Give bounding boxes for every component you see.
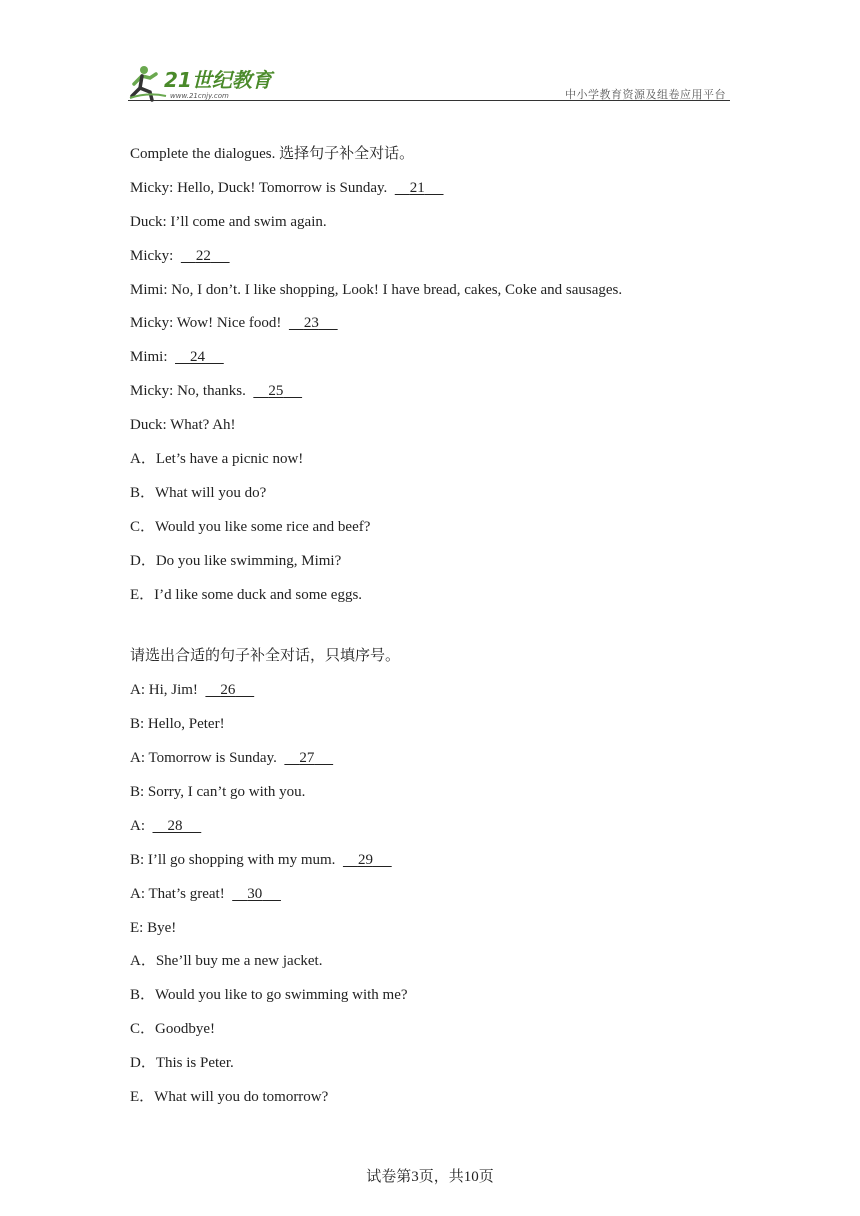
dialogue-text: Micky: Wow! Nice food! — [130, 315, 289, 332]
dialogue-line — [130, 918, 750, 938]
dialogue-line — [130, 280, 750, 300]
answer-option: A．Let’s have a picnic now! — [130, 451, 304, 468]
blank-number: 29 — [357, 851, 373, 868]
dialogue-line — [130, 714, 750, 734]
dialogue-text: E: Bye! — [130, 919, 177, 936]
dialogue-line — [130, 748, 750, 768]
dialogue-line — [130, 381, 750, 401]
answer-option: D．Do you like swimming, Mimi? — [130, 552, 342, 569]
answer-option: E．What will you do tomorrow? — [130, 1089, 329, 1106]
dialogue-text: B: I’ll go shopping with my mum. — [130, 851, 343, 868]
dialogue-line — [130, 816, 750, 836]
dialogue-line — [130, 884, 750, 904]
dialogue-text: A: — [130, 817, 153, 834]
blank-number: 26 — [220, 682, 236, 699]
dialogue-text: Micky: Hello, Duck! Tomorrow is Sunday. — [130, 179, 395, 196]
answer-option: C．Would you like some rice and beef? — [130, 518, 371, 535]
svg-text:21世纪教育: 21世纪教育 — [164, 68, 272, 92]
dialogue-line — [130, 347, 750, 367]
section1-dialogue — [130, 178, 750, 435]
answer-blank[interactable] — [153, 816, 202, 836]
answer-blank[interactable] — [232, 884, 281, 904]
answer-blank[interactable] — [205, 680, 254, 700]
section-gap — [130, 618, 750, 646]
answer-blank[interactable] — [181, 246, 230, 266]
answer-blank[interactable] — [253, 381, 302, 401]
blank-number: 27 — [299, 750, 315, 767]
section2-options — [130, 951, 750, 1107]
answer-option: A．She’ll buy me a new jacket. — [130, 953, 323, 970]
answer-option: B．What will you do? — [130, 484, 267, 501]
dialogue-line — [130, 782, 750, 802]
answer-blank[interactable] — [284, 748, 333, 768]
dialogue-line — [130, 212, 750, 232]
blank-number: 22 — [195, 247, 211, 264]
page-content — [130, 144, 750, 1121]
page-number: 试卷第3页，共10页 — [366, 1169, 494, 1185]
logo-icon — [128, 62, 298, 102]
blank-number: 21 — [409, 179, 425, 196]
dialogue-text: B: Sorry, I can’t go with you. — [130, 784, 306, 801]
dialogue-text: Duck: What? Ah! — [130, 417, 236, 434]
answer-blank[interactable] — [175, 347, 224, 367]
dialogue-text: Duck: I’ll come and swim again. — [130, 213, 327, 230]
answer-option: E．I’d like some duck and some eggs. — [130, 586, 363, 603]
dialogue-line — [130, 246, 750, 266]
dialogue-text: Micky: No, thanks. — [130, 383, 254, 400]
answer-blank[interactable] — [343, 850, 392, 870]
header-divider — [128, 100, 730, 101]
dialogue-text: A: That’s great! — [130, 885, 233, 902]
dialogue-text: Micky: — [130, 247, 181, 264]
blank-number: 24 — [190, 349, 206, 366]
answer-blank[interactable] — [395, 178, 444, 198]
section1-instruction: Complete the dialogues. 选择句子补全对话。 — [130, 146, 415, 162]
section2-instruction: 请选出合适的句子补全对话，只填序号。 — [130, 648, 401, 665]
logo — [128, 62, 298, 102]
answer-option: D．This is Peter. — [130, 1055, 234, 1072]
blank-number: 25 — [268, 383, 284, 400]
dialogue-text: B: Hello, Peter! — [130, 716, 225, 733]
blank-number: 30 — [247, 885, 263, 902]
answer-option: B．Would you like to go swimming with me? — [130, 987, 408, 1004]
section1-options — [130, 449, 750, 605]
page-header — [128, 62, 730, 104]
dialogue-text: Mimi: — [130, 349, 176, 366]
blank-number: 23 — [303, 315, 319, 332]
dialogue-line — [130, 415, 750, 435]
answer-option: C．Goodbye! — [130, 1021, 215, 1038]
dialogue-text: A: Hi, Jim! — [130, 682, 206, 699]
dialogue-text: Mimi: No, I don’t. I like shopping, Look! I have bread, cakes, Coke and sausages. — [130, 281, 623, 298]
dialogue-line — [130, 313, 750, 333]
svg-text:www.21cnjy.com: www.21cnjy.com — [170, 92, 229, 100]
blank-number: 28 — [167, 817, 183, 834]
section2-dialogue — [130, 680, 750, 937]
dialogue-line — [130, 178, 750, 198]
dialogue-text: A: Tomorrow is Sunday. — [130, 750, 285, 767]
answer-blank[interactable] — [289, 313, 338, 333]
dialogue-line — [130, 680, 750, 700]
dialogue-line — [130, 850, 750, 870]
header-platform-text: 中小学教育资源及组卷应用平台 — [565, 88, 726, 101]
